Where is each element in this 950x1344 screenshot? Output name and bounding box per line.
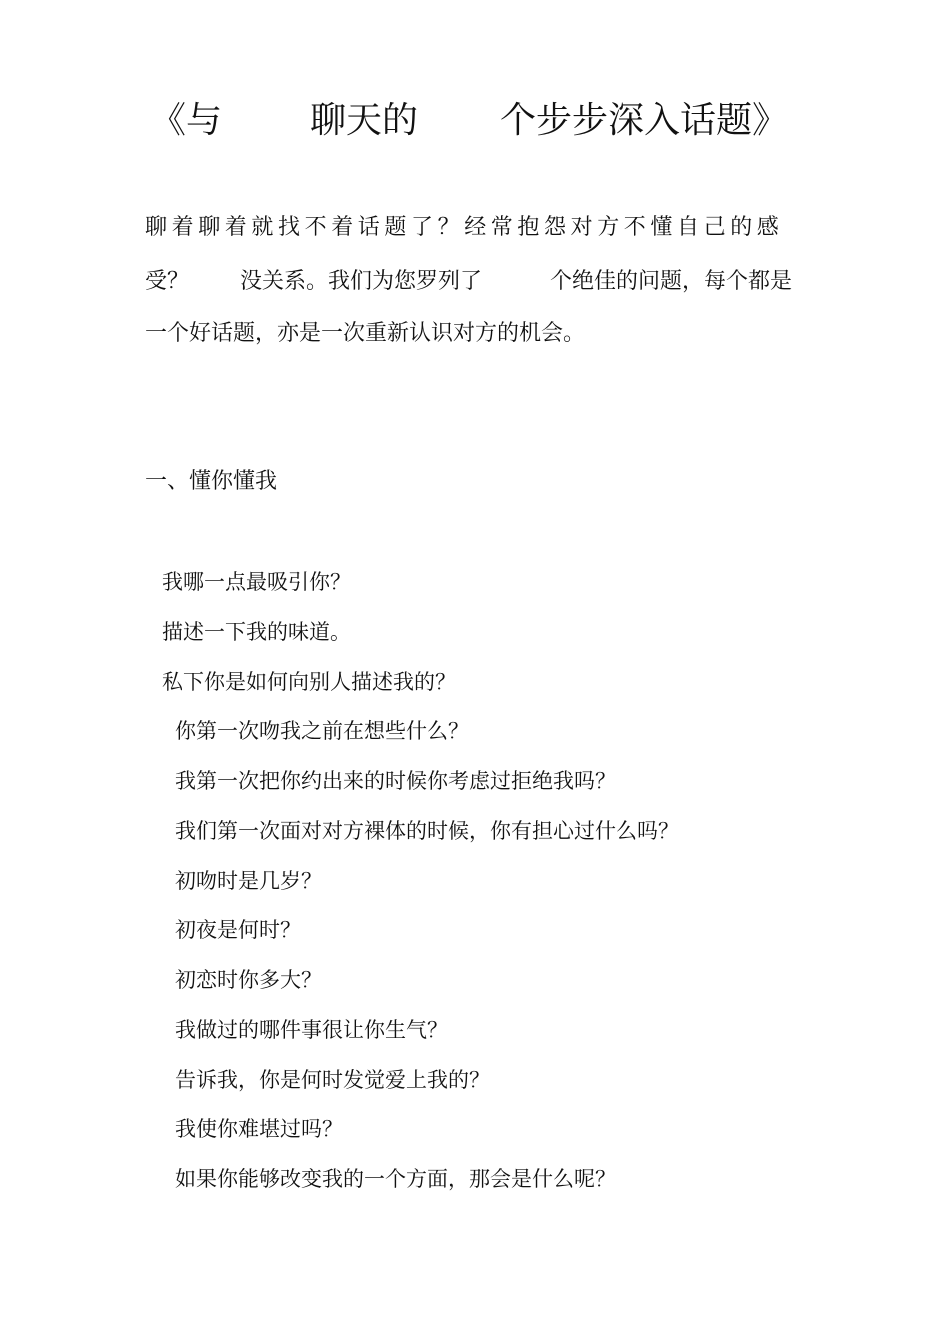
section-heading: 一、懂你懂我 xyxy=(145,469,278,494)
question-item: 告诉我，你是何时发觉爱上我的？ xyxy=(175,1068,490,1092)
intro-line-1: 聊着聊着就找不着话题了？经常抱怨对方不懂自己的感 xyxy=(145,215,784,240)
question-item: 我使你难堪过吗？ xyxy=(175,1117,343,1141)
question-item: 我第一次把你约出来的时候你考虑过拒绝我吗？ xyxy=(175,769,616,793)
intro-line-2 xyxy=(145,266,810,298)
question-item: 如果你能够改变我的一个方面，那会是什么呢？ xyxy=(175,1167,616,1191)
question-item: 我们第一次面对对方裸体的时候，你有担心过什么吗？ xyxy=(175,819,679,843)
question-item: 描述一下我的味道。 xyxy=(162,620,351,644)
question-item: 我哪一点最吸引你？ xyxy=(162,570,351,594)
intro-line-2-part-2: 没关系。我们为您罗列了 xyxy=(240,269,483,294)
question-item: 初夜是何时？ xyxy=(175,918,301,942)
question-item: 你第一次吻我之前在想些什么？ xyxy=(175,719,469,743)
document-title xyxy=(150,96,810,146)
question-item: 私下你是如何向别人描述我的？ xyxy=(162,670,456,694)
intro-line-2-part-1: 受？ xyxy=(145,269,190,294)
question-item: 初吻时是几岁？ xyxy=(175,869,322,893)
question-item: 我做过的哪件事很让你生气？ xyxy=(175,1018,448,1042)
title-part-3: 个步步深入话题》 xyxy=(500,100,789,141)
intro-line-3: 一个好话题，亦是一次重新认识对方的机会。 xyxy=(145,321,586,346)
title-part-1: 《与 xyxy=(150,100,223,141)
question-item: 初恋时你多大？ xyxy=(175,968,322,992)
title-part-2: 聊天的 xyxy=(310,100,419,141)
intro-line-2-part-3: 个绝佳的问题，每个都是 xyxy=(550,269,793,294)
